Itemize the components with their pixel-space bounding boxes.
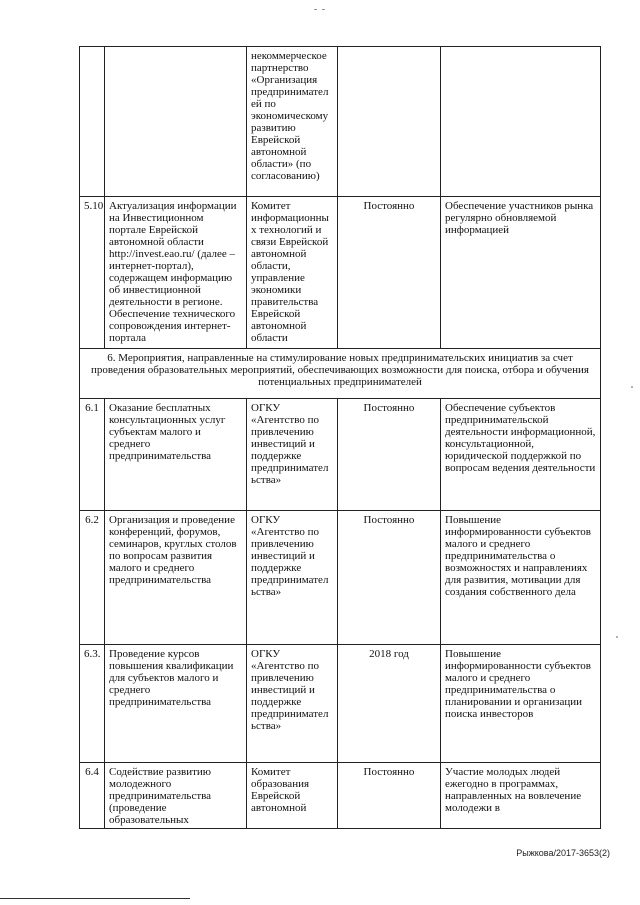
term: Постоянно bbox=[338, 763, 441, 829]
measure-name: Организация и проведение конференций, форумов, семинаров, круглых столов по вопросам развития малого и среднего предпринимательства bbox=[105, 511, 247, 645]
row-number: 5.10 bbox=[80, 197, 105, 349]
scan-speck bbox=[631, 386, 633, 388]
section-title: 6. Мероприятия, направленные на стимулирование новых предпринимательских инициатив за счет проведения образовательных мероприятий, обеспечивающих возможности для поиска, отбора и обучения потенциальных предпринимателей bbox=[80, 349, 601, 399]
expected-result: Повышение информированности субъектов малого и среднего предпринимательства о возможностях и направлениях для развития, мотивации для создания собственного дела bbox=[441, 511, 601, 645]
section-header-row bbox=[80, 349, 601, 399]
measure-name: Проведение курсов повышения квалификации для субъектов малого и среднего предпринимательства bbox=[105, 645, 247, 763]
term: Постоянно bbox=[338, 197, 441, 349]
footer-divider bbox=[0, 898, 190, 899]
term bbox=[338, 47, 441, 197]
expected-result: Повышение информированности субъектов малого и среднего предпринимательства о планировании и организации поиска инвесторов bbox=[441, 645, 601, 763]
executor: ОГКУ «Агентство по привлечению инвестиций и поддержке предпринимательства» bbox=[247, 645, 338, 763]
table-row bbox=[80, 47, 601, 197]
measures-table bbox=[79, 46, 601, 829]
expected-result: Обеспечение субъектов предпринимательской деятельности информационной, консультационной, юридической поддержкой по вопросам ведения деятельности bbox=[441, 399, 601, 511]
executor: ОГКУ «Агентство по привлечению инвестиций и поддержке предпринимательства» bbox=[247, 399, 338, 511]
executor: ОГКУ «Агентство по привлечению инвестиций и поддержке предпринимательства» bbox=[247, 511, 338, 645]
executor: некоммерческое партнерство «Организация предпринимателей по экономическому развитию Еврейской автономной области» (по согласованию) bbox=[247, 47, 338, 197]
measure-name bbox=[105, 47, 247, 197]
row-number: 6.3. bbox=[80, 645, 105, 763]
table-row bbox=[80, 399, 601, 511]
measure-name: Оказание бесплатных консультационных услуг субъектам малого и среднего предпринимательства bbox=[105, 399, 247, 511]
table-row bbox=[80, 645, 601, 763]
executor: Комитет информационных технологий и связи Еврейской автономной области, управление экономики правительства Еврейской автономной области bbox=[247, 197, 338, 349]
row-number: 6.4 bbox=[80, 763, 105, 829]
table-row bbox=[80, 763, 601, 829]
scan-speck bbox=[616, 636, 618, 638]
expected-result: Участие молодых людей ежегодно в программах, направленных на вовлечение молодежи в bbox=[441, 763, 601, 829]
document-reference: Рыжкова/2017-3653(2) bbox=[516, 848, 610, 858]
term: Постоянно bbox=[338, 511, 441, 645]
measure-name: Содействие развитию молодежного предпринимательства (проведение образовательных bbox=[105, 763, 247, 829]
expected-result: Обеспечение участников рынка регулярно обновляемой информацией bbox=[441, 197, 601, 349]
term: 2018 год bbox=[338, 645, 441, 763]
expected-result bbox=[441, 47, 601, 197]
row-number bbox=[80, 47, 105, 197]
row-number: 6.1 bbox=[80, 399, 105, 511]
measure-name: Актуализация информации на Инвестиционном портале Еврейской автономной области http://invest.eao.ru/ (далее – интернет-портал), содержащем информацию об инвестиционной деятельности в регионе. Обеспечение технического сопровождения интернет-портала bbox=[105, 197, 247, 349]
row-number: 6.2 bbox=[80, 511, 105, 645]
page-number-mark: - - bbox=[313, 4, 327, 15]
table-row bbox=[80, 197, 601, 349]
executor: Комитет образования Еврейской автономной bbox=[247, 763, 338, 829]
term: Постоянно bbox=[338, 399, 441, 511]
table-row bbox=[80, 511, 601, 645]
